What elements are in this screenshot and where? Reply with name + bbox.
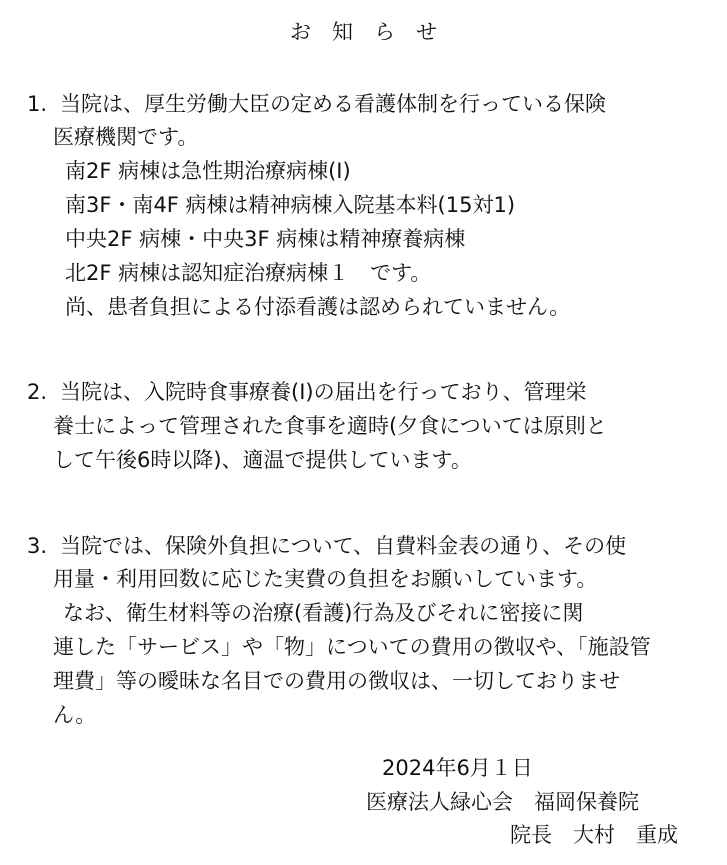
section-1-number: 1. <box>27 92 48 116</box>
section-2-line: 当院は、入院時食事療養(Ⅰ)の届出を行っており、管理栄 <box>60 380 587 404</box>
section-1-line: 当院は、厚生労働大臣の定める看護体制を行っている保険 <box>60 92 606 116</box>
ward-info-line: 南2F 病棟は急性期治療病棟(Ⅰ) <box>65 159 351 183</box>
section-3-number: 3. <box>27 534 48 558</box>
section-2-number: 2. <box>27 380 48 404</box>
section-3-line: 理費」等の曖昧な名目での費用の徴収は、一切しておりませ <box>53 669 620 693</box>
section-1-line: 医療機関です。 <box>53 125 199 149</box>
ward-info-line: 北2F 病棟は認知症治療病棟１ です。 <box>65 261 432 285</box>
ward-info-line: 南3F・南4F 病棟は精神病棟入院基本料(15対1) <box>65 193 516 217</box>
section-3-line: 用量・利用回数に応じた実費の負担をお願いしています。 <box>53 567 598 591</box>
section-2-line: して午後6時以降)、適温で提供しています。 <box>53 448 472 472</box>
organization-name: 医療法人緑心会 福岡保養院 <box>366 790 639 814</box>
ward-info-line: 中央2F 病棟・中央3F 病棟は精神療養病棟 <box>65 227 466 251</box>
section-2-line: 養士によって管理された食事を適時(夕食については原則と <box>53 414 607 438</box>
section-3-line: 連した「サービス」や「物」についての費用の徴収や、「施設管 <box>53 635 651 659</box>
notice-date: 2024年6月１日 <box>382 756 533 780</box>
section-3-line: ん。 <box>53 703 97 727</box>
notice-title: お 知 ら せ <box>290 20 437 44</box>
section-1-note: 尚、患者負担による付添看護は認められていません。 <box>65 295 571 319</box>
director-name: 院長 大村 重成 <box>510 823 678 847</box>
section-3-line: 当院では、保険外負担について、自費料金表の通り、その使 <box>60 534 627 558</box>
section-3-line: なお、衛生材料等の治療(看護)行為及びそれに密接に関 <box>63 601 584 625</box>
